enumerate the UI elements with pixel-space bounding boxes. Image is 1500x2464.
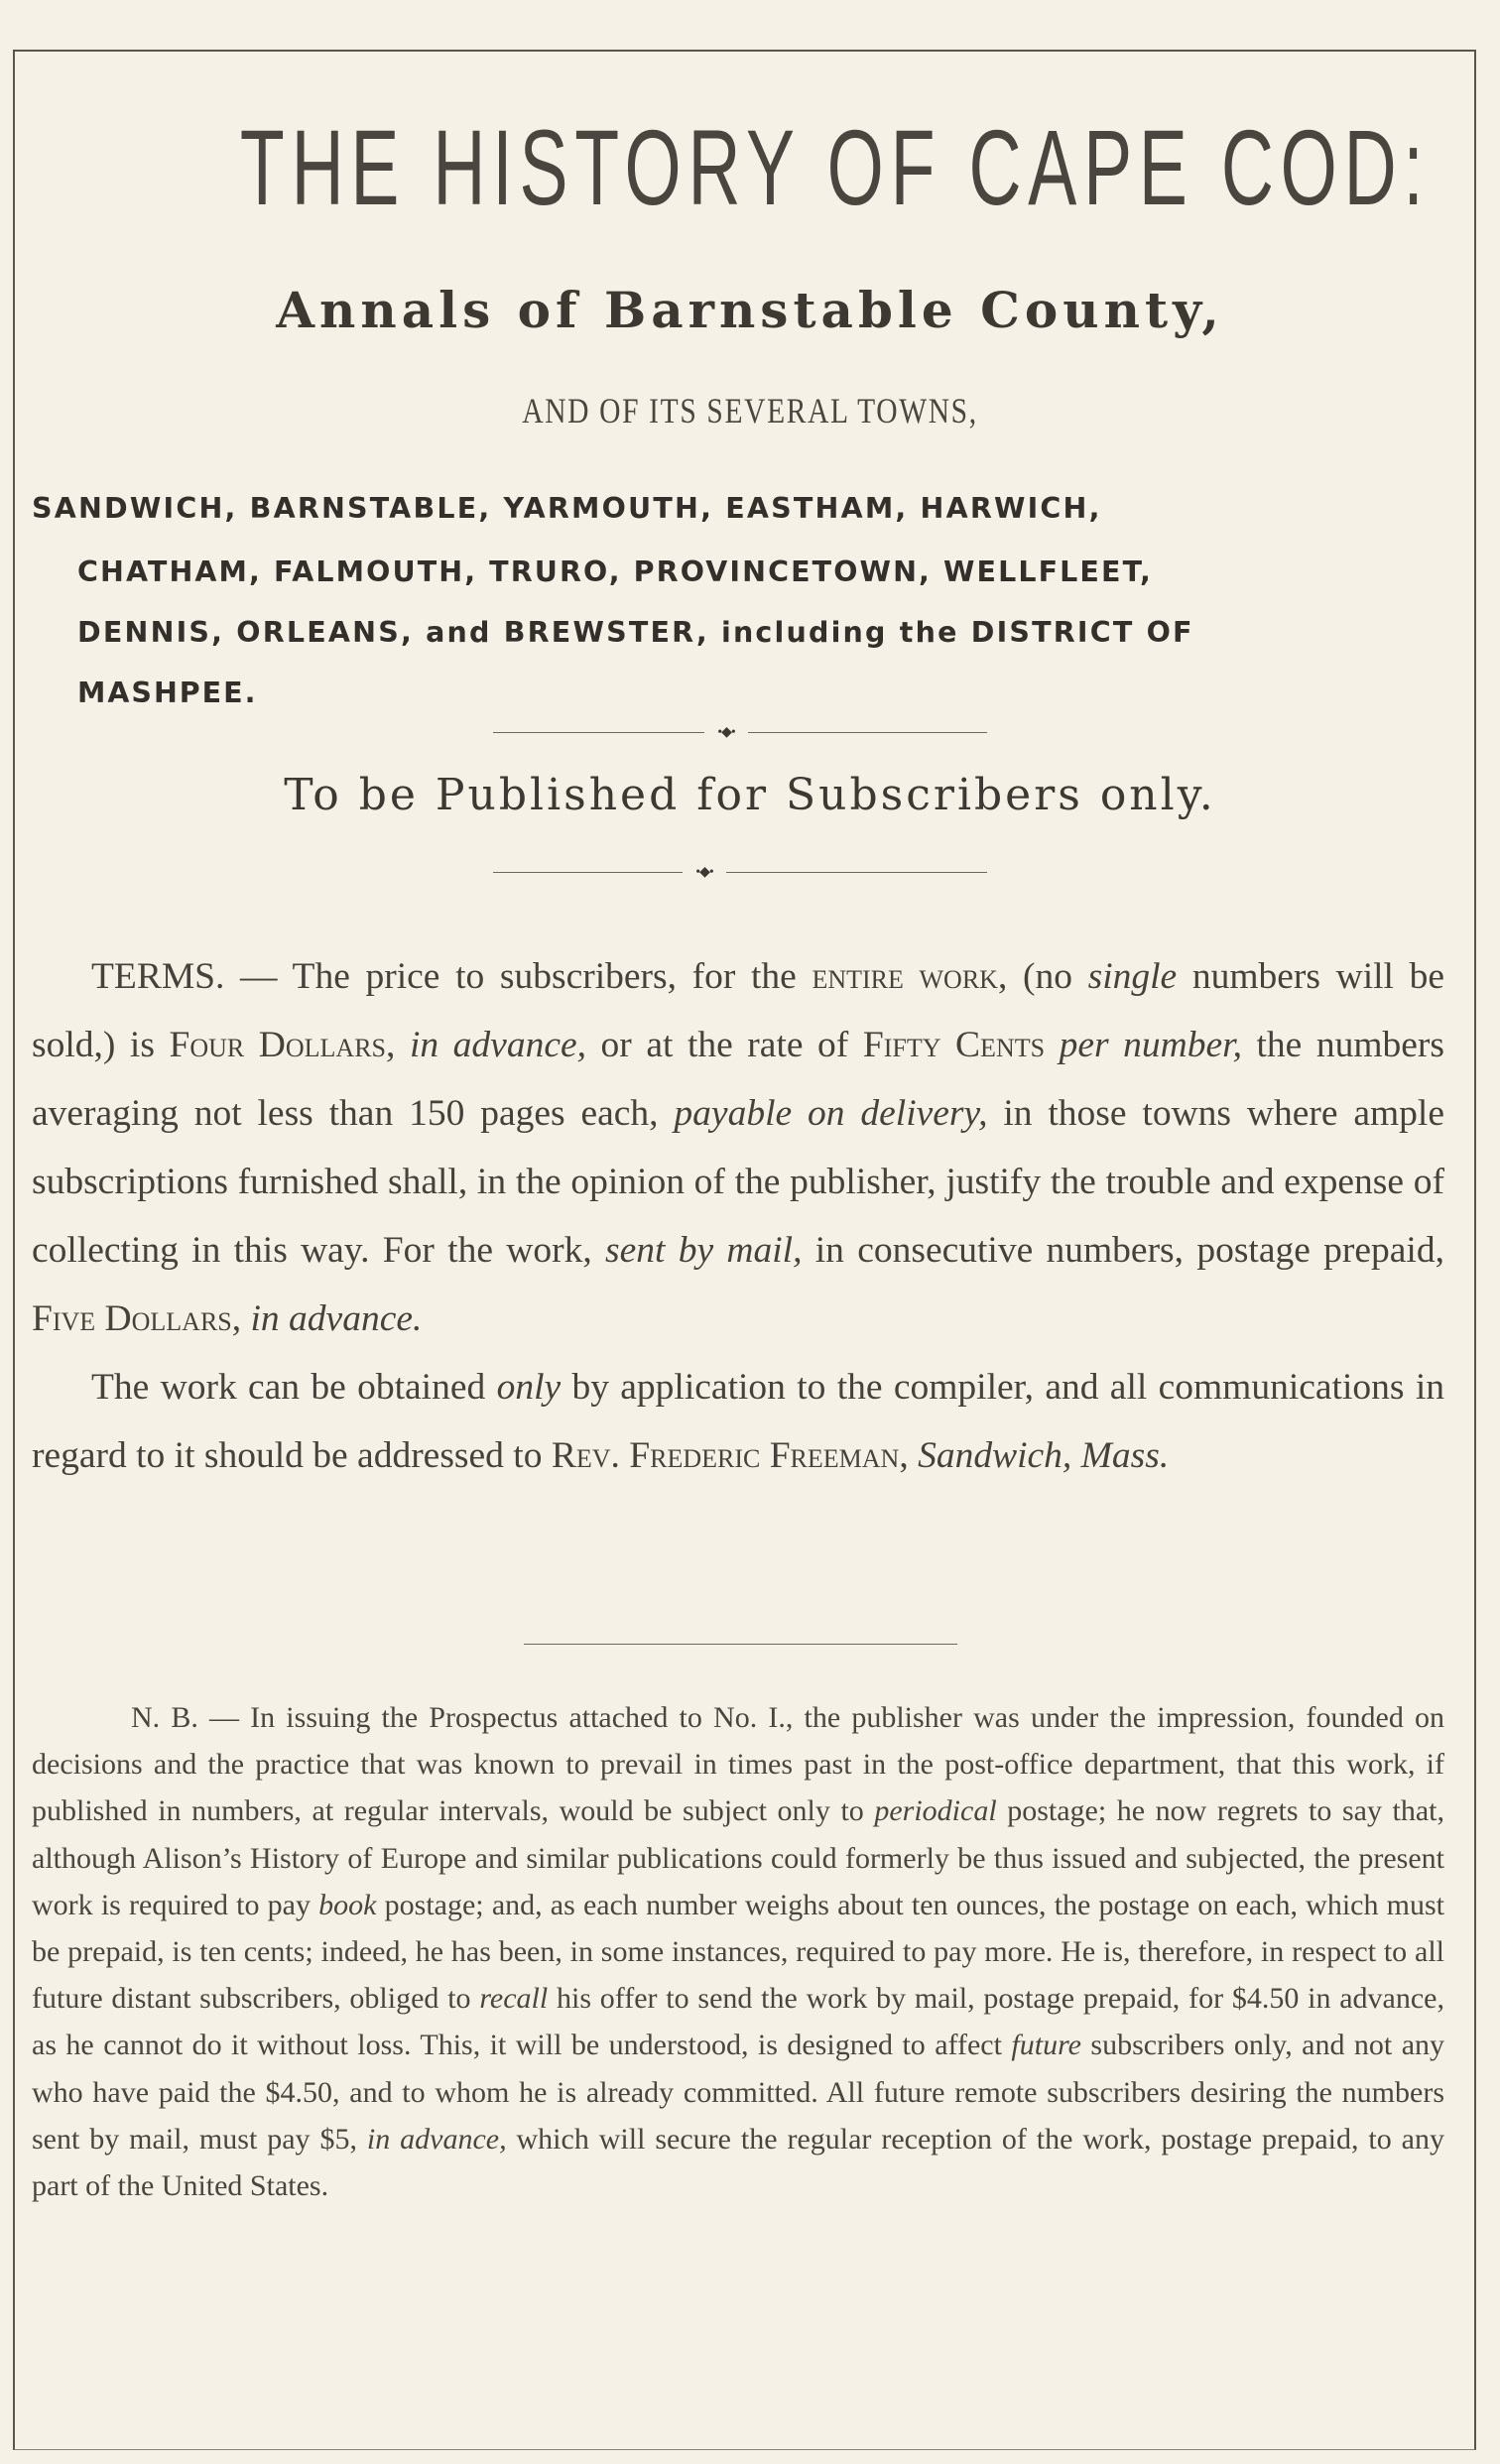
divider-rule [493, 872, 987, 873]
page-title: THE HISTORY OF CAPE COD: [239, 107, 1431, 227]
contact-paragraph: The work can be obtained only by application to the compiler, and all communications in regard to it should be addressed to Rev. Frederic Freeman, Sandwich, Mass. [32, 1367, 1444, 1476]
contact-name: Rev. Frederic Freeman, [551, 1435, 909, 1476]
terms-paragraph: TERMS. — The price to subscribers, for the entire work, (no single numbers will be sold,) is Four Dollars, in advance, or at the rate of Fifty Cents per number, the numbers averaging not less than 150 pages each, payable on delivery, in those towns where ample subscriptions furnished shall, in the opinion of the publisher, justify the trouble and expense of collecting in this way. For the work, sent by mail, in consecutive numbers, postage prepaid, Five Dollars, in advance. [32, 956, 1445, 1339]
nb-section [32, 1694, 1444, 2209]
towns-line: CHATHAM, FALMOUTH, TRURO, PROVINCETOWN, WELLFLEET, [77, 555, 1153, 588]
towns-line: DENNIS, ORLEANS, and BREWSTER, including the DISTRICT OF [77, 616, 1194, 649]
publish-note: To be Published for Subscribers only. [284, 770, 1216, 820]
nb-paragraph: N. B. — In issuing the Prospectus attached to No. I., the publisher was under the impression, founded on decisions and the practice that was known to prevail in times past in the post-office department, that this work, if published in numbers, at regular intervals, would be subject only to periodical postage; he now regrets to say that, although Alison’s History of Europe and similar publications could formerly be thus issued and subjected, the present work is required to pay book postage; and, as each number weighs about ten ounces, the postage on each, which must be prepaid, is ten cents; indeed, he has been, in some instances, required to pay more. He is, therefore, in respect to all future distant subscribers, obliged to recall his offer to send the work by mail, postage prepaid, for $4.50 in advance, as he cannot do it without loss. This, it will be understood, is designed to affect future subscribers only, and not any who have paid the $4.50, and to whom he is already committed. All future remote subscribers desiring the numbers sent by mail, must pay $5, in advance, which will secure the regular reception of the work, postage prepaid, to any part of the United States. [32, 1701, 1445, 2203]
contact-place: Sandwich, Mass. [918, 1435, 1170, 1476]
towns-line: SANDWICH, BARNSTABLE, YARMOUTH, EASTHAM, HARWICH, [32, 492, 1102, 525]
towns-intro: AND OF ITS SEVERAL TOWNS, [522, 391, 978, 431]
subtitle: Annals of Barnstable County, [276, 281, 1224, 339]
terms-label: TERMS. [91, 956, 225, 997]
towns-line: MASHPEE. [77, 677, 258, 709]
terms-section [32, 942, 1444, 1490]
divider-rule [524, 1644, 957, 1645]
divider-ornament: •◆• [704, 726, 748, 738]
divider-ornament: •◆• [683, 866, 726, 878]
